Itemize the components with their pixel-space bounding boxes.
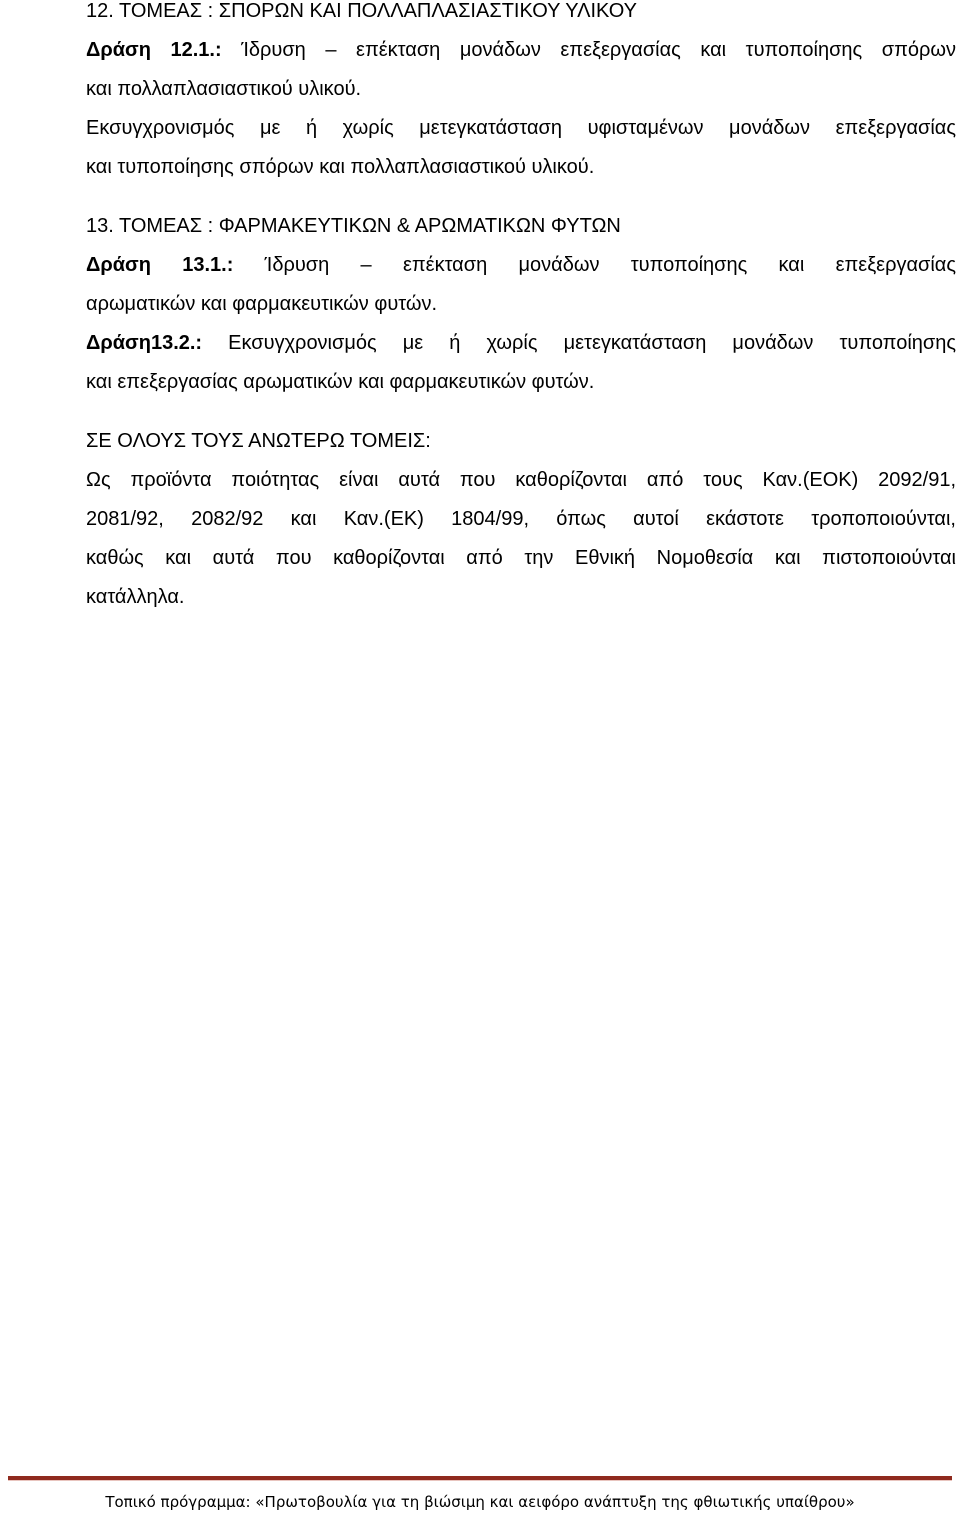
section-13-action-2-line-2: και επεξεργασίας αρωματικών και φαρμακευτικών φυτών.	[86, 371, 595, 393]
section-13-action-2-line-1	[86, 324, 956, 363]
section-13-title: 13. ΤΟΜΕΑΣ : ΦΑΡΜΑΚΕΥΤΙΚΩΝ & ΑΡΩΜΑΤΙΚΩΝ ΦΥΤΩΝ	[86, 215, 621, 237]
all-sectors-line-3: καθώς και αυτά που καθορίζονται από την Εθνική Νομοθεσία και πιστοποιούνται	[86, 547, 956, 569]
section-13-action-1-line-1	[86, 246, 956, 285]
section-13-action-1-text: Ίδρυση – επέκταση μονάδων τυποποίησης και επεξεργασίας	[233, 254, 956, 276]
section-12-action-1-label: Δράση 12.1.:	[86, 39, 222, 61]
section-12-extra-line-1: Εκσυγχρονισμός με ή χωρίς μετεγκατάσταση υφισταμένων μονάδων επεξεργασίας	[86, 117, 956, 139]
section-12-action-1-text: Ίδρυση – επέκταση μονάδων επεξεργασίας και τυποποίησης σπόρων	[221, 39, 956, 61]
document-body	[86, 0, 956, 617]
section-13-action-2-text: Εκσυγχρονισμός με ή χωρίς μετεγκατάσταση μονάδων τυποποίησης	[202, 332, 956, 354]
footer-text: Τοπικό πρόγραμμα: «Πρωτοβουλία για τη βιώσιμη και αειφόρο ανάπτυξη της φθιωτικής υπαίθρου»	[105, 1493, 855, 1511]
section-12-action-1-line-1	[86, 31, 956, 70]
section-12-action-1-line-2: και πολλαπλασιαστικού υλικού.	[86, 78, 362, 100]
all-sectors-line-1: Ως προϊόντα ποιότητας είναι αυτά που καθορίζονται από τους Καν.(ΕΟΚ) 2092/91,	[86, 469, 956, 491]
section-12-extra-line-2: και τυποποίησης σπόρων και πολλαπλασιαστικού υλικού.	[86, 156, 595, 178]
all-sectors-line-4: κατάλληλα.	[86, 586, 185, 608]
all-sectors-line-2: 2081/92, 2082/92 και Καν.(ΕΚ) 1804/99, όπως αυτοί εκάστοτε τροποποιούνται,	[86, 508, 956, 530]
section-13-action-1-label: Δράση 13.1.:	[86, 254, 234, 276]
footer-divider	[8, 1476, 952, 1481]
section-13-action-2-label: Δράση13.2.:	[86, 332, 203, 354]
all-sectors-title: ΣΕ ΟΛΟΥΣ ΤΟΥΣ ΑΝΩΤΕΡΩ ΤΟΜΕΙΣ:	[86, 430, 431, 452]
section-13-action-1-line-2: αρωματικών και φαρμακευτικών φυτών.	[86, 293, 438, 315]
section-12-title: 12. ΤΟΜΕΑΣ : ΣΠΟΡΩΝ ΚΑΙ ΠΟΛΛΑΠΛΑΣΙΑΣΤΙΚΟΥ ΥΛΙΚΟΥ	[86, 0, 638, 22]
